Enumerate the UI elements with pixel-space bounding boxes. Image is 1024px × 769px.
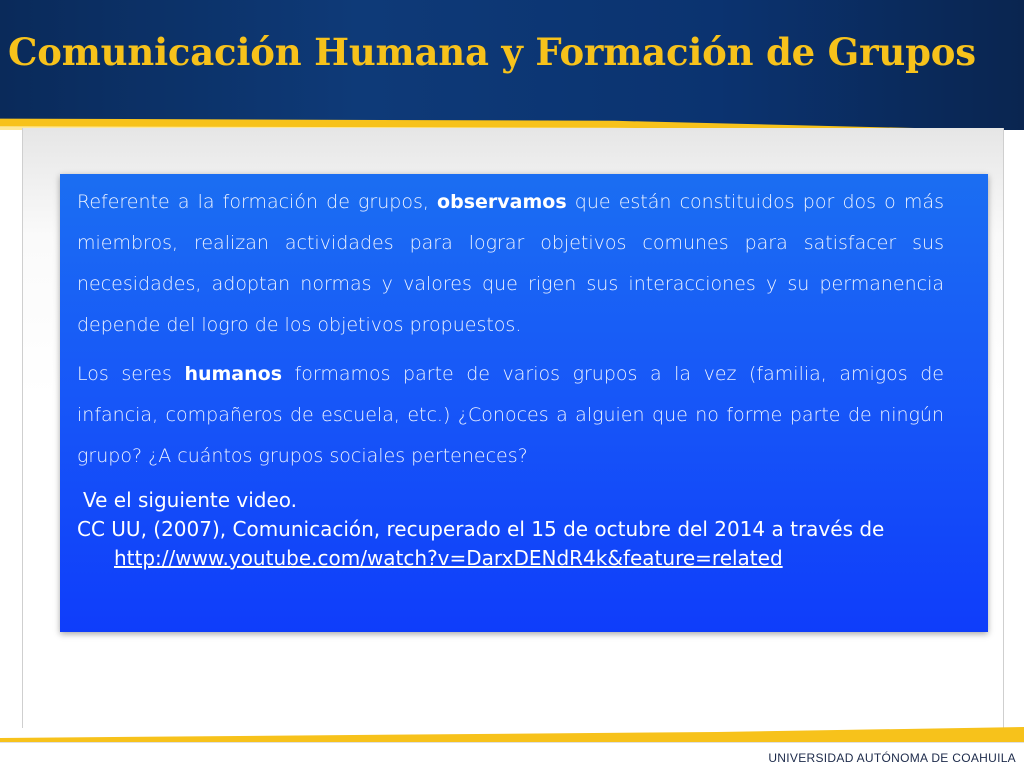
content-box: [60, 174, 988, 632]
paragraph-groups-bold: observamos: [437, 191, 567, 213]
paragraph-humans-text-end: formamos parte de varios grupos a la vez (familia, amigos de infancia, compañeros de escuela, etc.) ¿Conoces a alguien que no forme parte de ningún grupo? ¿A cuántos grupos sociales perteneces?: [77, 363, 944, 467]
video-reference: CC UU, (2007), Comunicación, recuperado el 15 de octubre del 2014 a través de: [77, 517, 885, 541]
video-instruction: Ve el siguiente video.: [83, 488, 298, 512]
paragraph-humans-text-start: Los seres: [77, 363, 185, 385]
paragraph-humans: [77, 354, 944, 477]
footer-university: UNIVERSIDAD AUTÓNOMA DE COAHUILA: [768, 751, 1016, 765]
video-link[interactable]: http://www.youtube.com/watch?v=DarxDENdR4k&feature=related: [114, 546, 783, 570]
slide-title: Comunicación Humana y Formación de Grupos: [8, 30, 976, 74]
paragraph-groups-text-end: que están constituidos por dos o más miembros, realizan actividades para lograr objetivos comunes para satisfacer sus necesidades, adoptan normas y valores que rigen sus interacciones y su permanencia depende del logro de los objetivos propuestos.: [77, 191, 944, 336]
paragraph-groups-text-start: Referente a la formación de grupos,: [77, 191, 438, 213]
paragraph-groups: [77, 182, 944, 346]
paragraph-humans-bold: humanos: [184, 363, 282, 385]
slide-header: [0, 0, 1024, 130]
